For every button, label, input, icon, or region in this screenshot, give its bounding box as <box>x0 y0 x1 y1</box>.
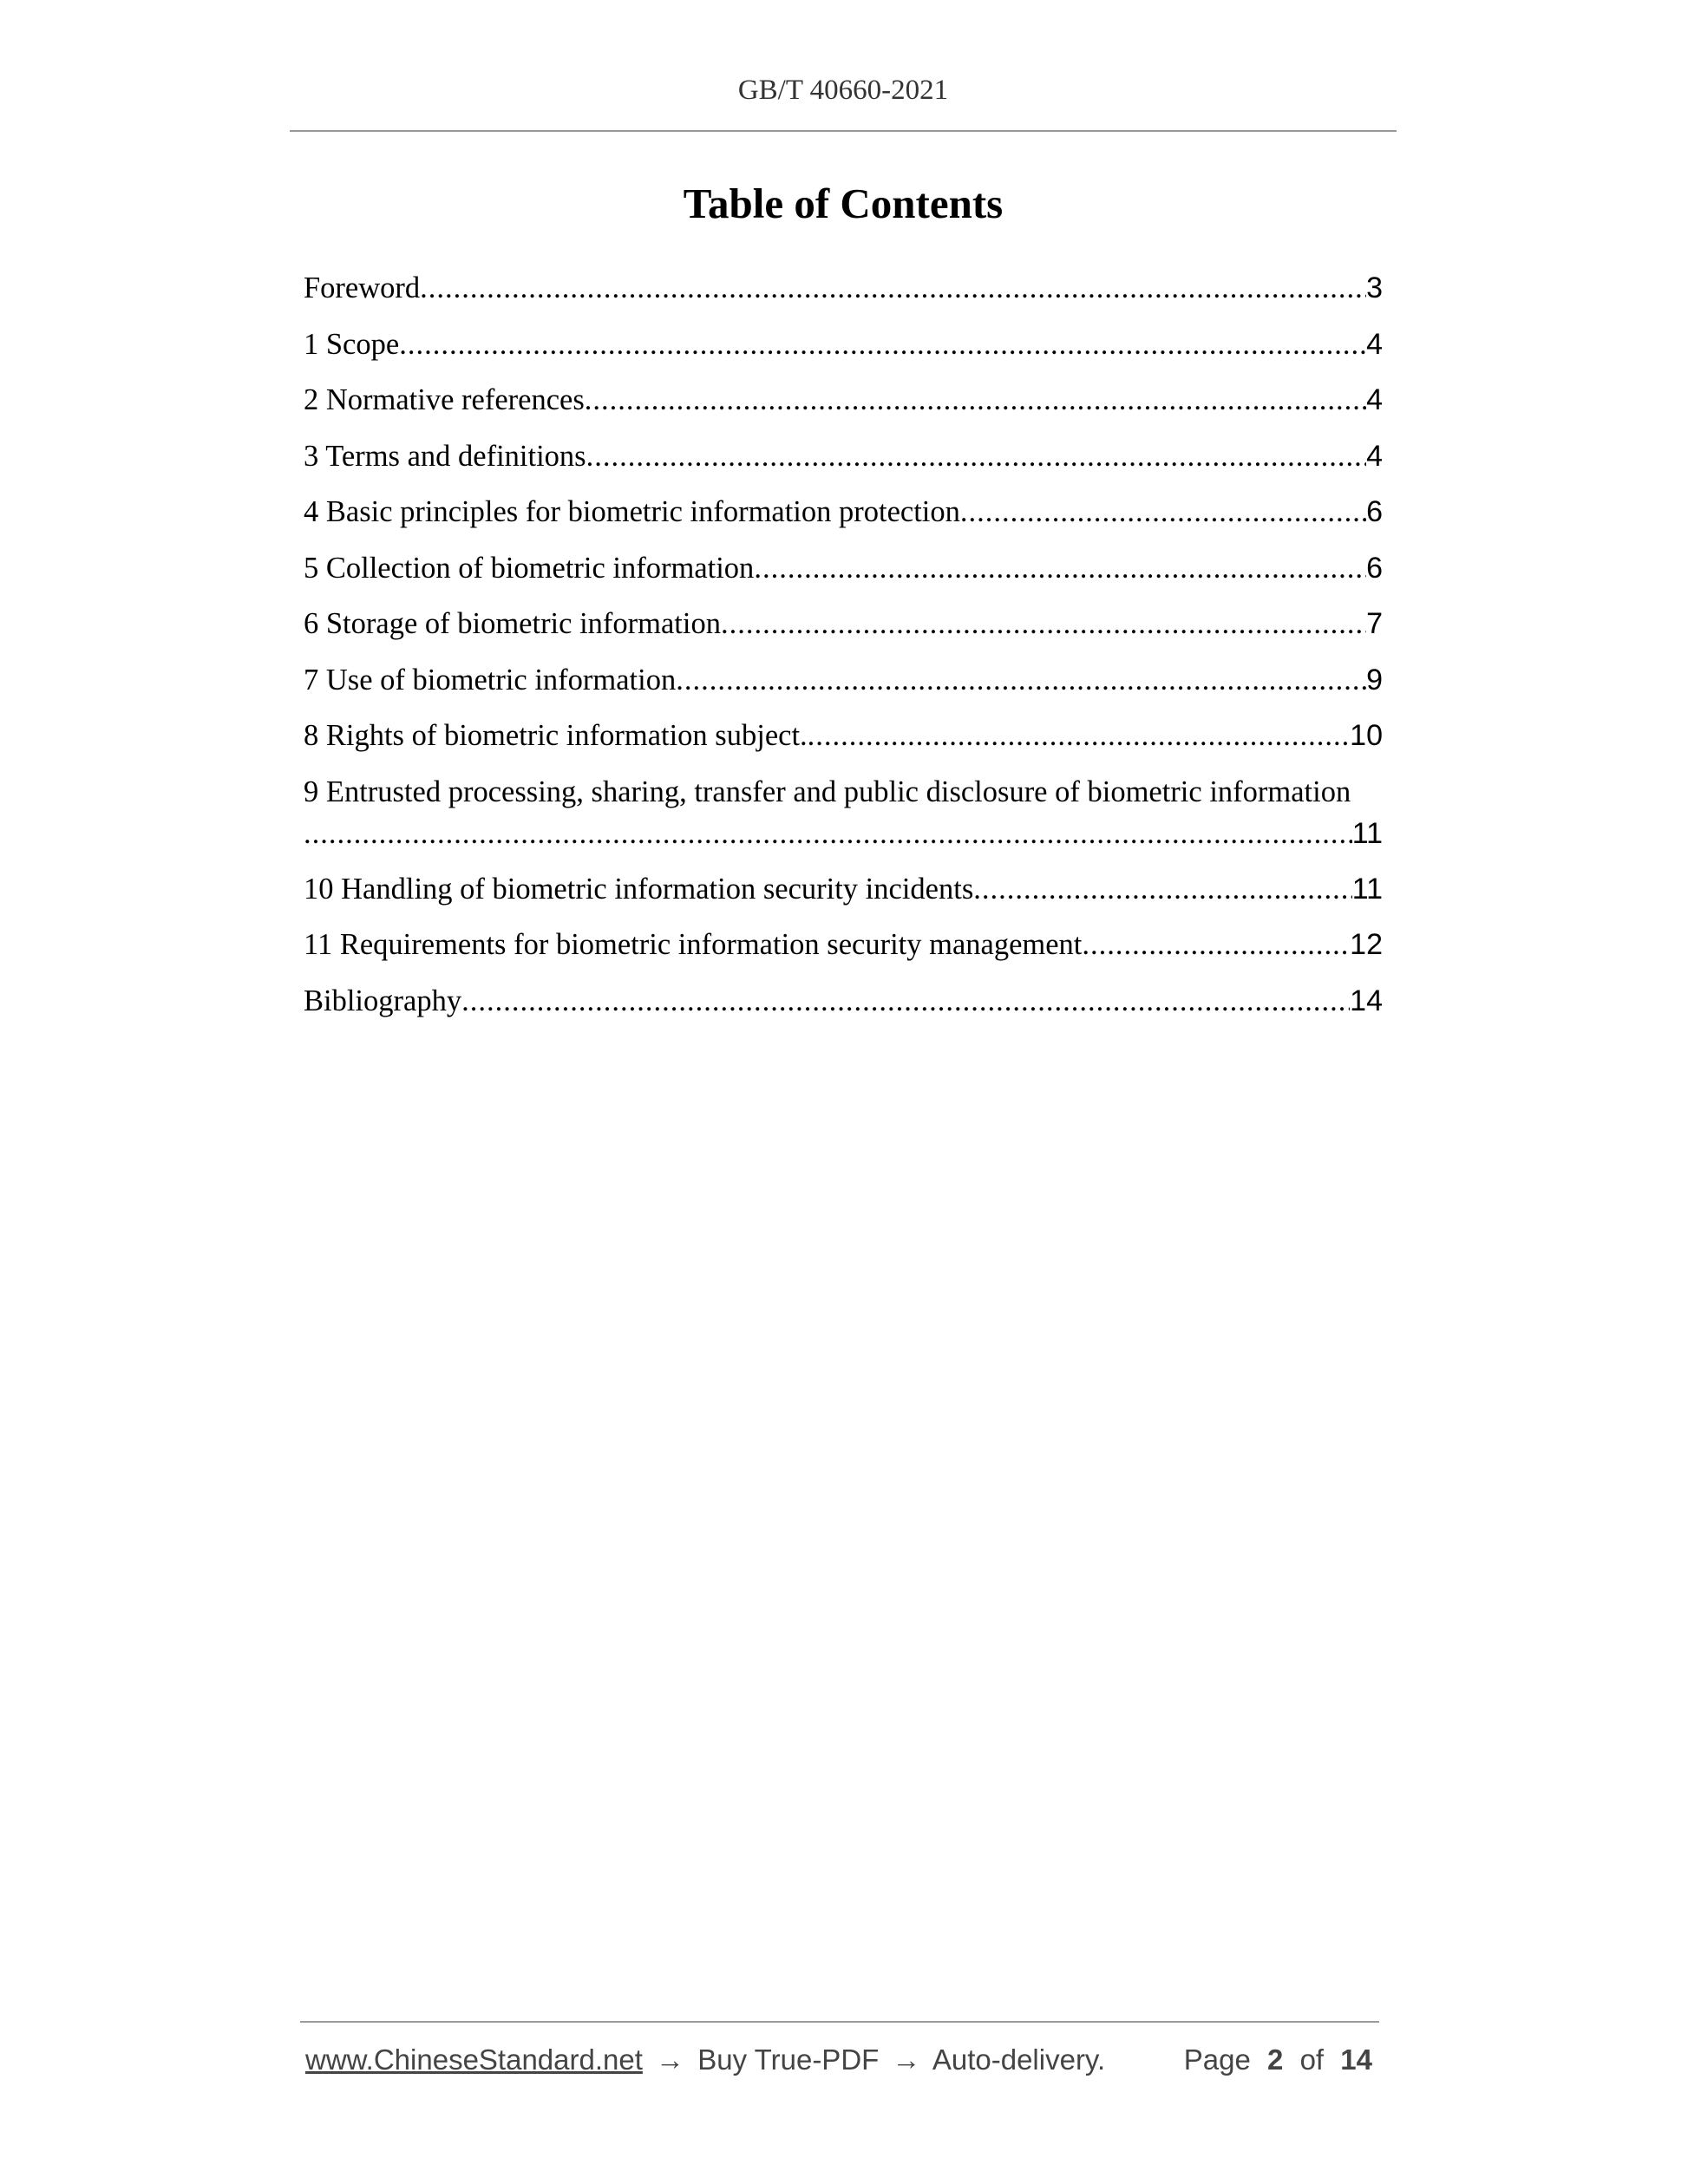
footer-divider <box>300 2021 1379 2023</box>
toc-entry-page: 6 <box>1366 495 1383 528</box>
right-arrow-icon: → <box>656 2043 685 2076</box>
toc-entry-entrusted-processing[interactable] <box>304 764 1383 861</box>
buy-true-pdf-text: Buy True-PDF <box>697 2043 880 2076</box>
dot-leader <box>721 596 1366 652</box>
dot-leader <box>585 372 1366 428</box>
toc-entry-scope[interactable] <box>304 317 1383 373</box>
toc-entry-page: 6 <box>1366 551 1383 585</box>
of-word: of <box>1299 2043 1325 2076</box>
dot-leader <box>960 484 1366 540</box>
toc-entry-normative-references[interactable] <box>304 372 1383 428</box>
toc-entry-use[interactable] <box>304 652 1383 709</box>
toc-entry-page: 4 <box>1366 439 1383 473</box>
page-footer <box>305 2043 1372 2076</box>
toc-entry-page: 10 <box>1350 719 1383 752</box>
toc-entry-page: 11 <box>1351 816 1383 850</box>
toc-entry-label: 10 Handling of biometric information security incidents <box>304 872 974 906</box>
right-arrow-icon: → <box>892 2043 921 2076</box>
toc-entry-label: 5 Collection of biometric information <box>304 551 755 585</box>
toc-entry-page: 4 <box>1366 383 1383 416</box>
toc-entry-continuation <box>304 806 1383 862</box>
total-page-number: 14 <box>1340 2043 1372 2076</box>
toc-entry-label: Bibliography <box>304 984 462 1017</box>
toc-entry-page: 7 <box>1366 607 1383 640</box>
dot-leader <box>973 861 1351 918</box>
toc-entry-collection[interactable] <box>304 540 1383 597</box>
toc-entry-foreword[interactable] <box>304 260 1383 317</box>
toc-entry-label: 4 Basic principles for biometric information protection <box>304 495 960 528</box>
toc-entry-page: 14 <box>1350 984 1383 1017</box>
dot-leader <box>304 806 1352 862</box>
toc-entry-rights[interactable] <box>304 708 1383 764</box>
toc-list <box>304 260 1383 1029</box>
toc-entry-page: 11 <box>1351 872 1383 906</box>
toc-entry-label: 3 Terms and definitions <box>304 439 586 473</box>
dot-leader <box>754 540 1366 597</box>
dot-leader <box>1082 917 1350 973</box>
header-divider <box>290 130 1397 132</box>
dot-leader <box>461 973 1350 1030</box>
site-link[interactable]: www.ChineseStandard.net <box>305 2043 643 2076</box>
dot-leader <box>420 260 1366 317</box>
toc-entry-label: Foreword <box>304 271 421 304</box>
toc-entry-page: 3 <box>1366 271 1383 304</box>
toc-entry-terms-definitions[interactable] <box>304 428 1383 485</box>
current-page-number: 2 <box>1267 2043 1284 2076</box>
toc-entry-label: 8 Rights of biometric information subject. <box>304 719 808 752</box>
toc-entry-storage[interactable] <box>304 596 1383 652</box>
auto-delivery-text: Auto-delivery. <box>932 2043 1106 2076</box>
toc-entry-label: 7 Use of biometric information <box>304 663 677 696</box>
toc-entry-label: 1 Scope <box>304 327 400 361</box>
toc-entry-page: 9 <box>1366 663 1383 696</box>
page-indicator <box>1184 2043 1372 2076</box>
toc-entry-label: 11 Requirements for biometric information security management <box>304 928 1083 961</box>
toc-entry-label: 9 Entrusted processing, sharing, transfer and public disclosure of biometric information <box>304 775 1351 808</box>
page-word: Page <box>1183 2043 1251 2076</box>
toc-entry-basic-principles[interactable] <box>304 484 1383 540</box>
dot-leader <box>676 652 1366 709</box>
footer-promo <box>305 2043 1105 2076</box>
dot-leader <box>586 428 1366 485</box>
toc-entry-bibliography[interactable] <box>304 973 1383 1030</box>
toc-entry-security-management[interactable] <box>304 917 1383 973</box>
toc-entry-label: 6 Storage of biometric information <box>304 607 721 640</box>
toc-entry-page: 12 <box>1350 928 1383 961</box>
toc-entry-page: 4 <box>1366 327 1383 361</box>
toc-title: Table of Contents <box>683 180 1004 227</box>
dot-leader <box>808 708 1351 764</box>
toc-entry-label: 2 Normative references <box>304 383 585 416</box>
toc-entry-security-incidents[interactable] <box>304 861 1383 918</box>
dot-leader <box>399 317 1366 373</box>
document-id-header: GB/T 40660-2021 <box>737 75 949 106</box>
